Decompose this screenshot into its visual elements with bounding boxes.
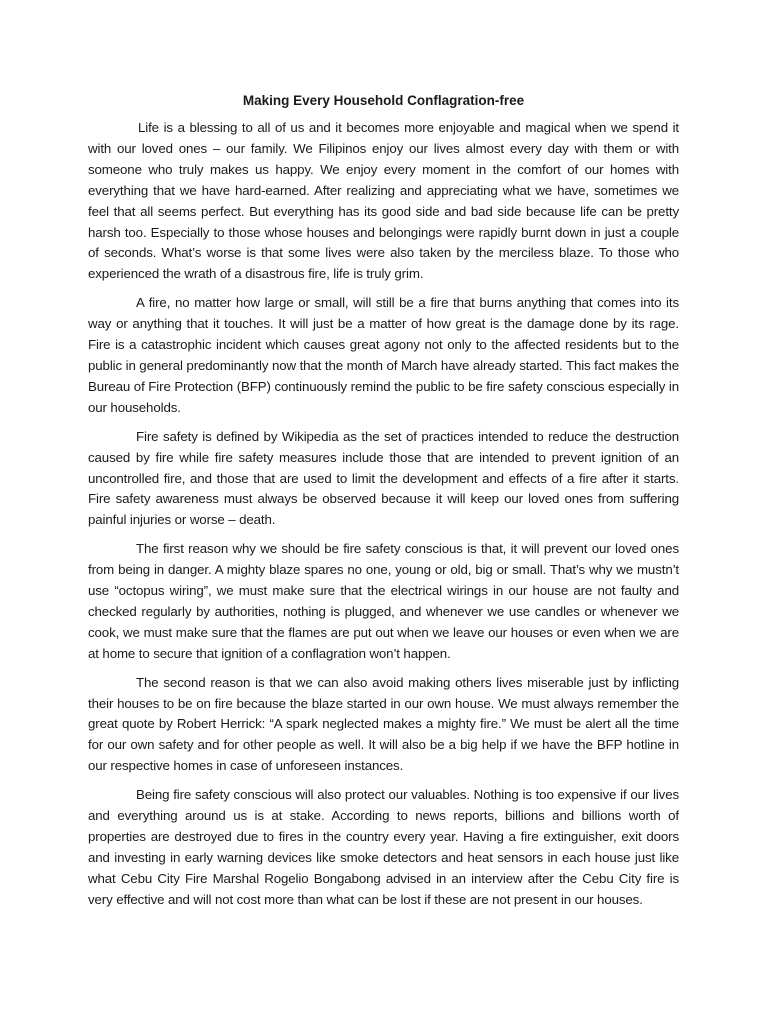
paragraph-protect-valuables: Being fire safety conscious will also protect our valuables. Nothing is too expensive if our lives and everything around us is at stake. According to news reports, billions and billions worth of properties are destroyed due to fires in the country every year. Having a fire extinguisher, exit doors and investing in early warning devices like smoke detectors and heat sensors in each house just like what Cebu City Fire Marshal Rogelio Bongabong advised in an interview after the Cebu City fire is very effective and will not cost more than what can be lost if these are not present in our houses.	[88, 787, 679, 907]
paragraph-fire-safety-definition: Fire safety is defined by Wikipedia as the set of practices intended to reduce the destruction caused by fire while fire safety measures include those that are intended to prevent ignition of an uncontrolled fire, and those that are used to limit the development and effects of a fire after it starts. Fire safety awareness must always be observed because it will keep our loved ones from suffering painful injuries or worse – death.	[88, 428, 679, 528]
paragraph-second-reason: The second reason is that we can also avoid making others lives miserable just by inflicting their houses to be on fire because the blaze started in our own house. We must always remember the great quote by Robert Herrick: “A spark neglected makes a mighty fire.” We must be alert all the time for our own safety and for other people as well. It will also be a big help if we have the BFP hotline in our respective homes in case of unforeseen instances.	[88, 674, 679, 774]
paragraph-first-reason: The first reason why we should be fire safety conscious is that, it will prevent our loved ones from being in danger. A mighty blaze spares no one, young or old, big or small. That’s why we mustn’t use “octopus wiring”, we must make sure that the electrical wirings in our house are not faulty and checked regularly by authorities, nothing is plugged, and whenever we use candles or whenever we cook, we must make sure that the flames are put out when we leave our houses or even when we are at home to secure that ignition of a conflagration won’t happen.	[88, 541, 679, 661]
paragraph-intro: Life is a blessing to all of us and it becomes more enjoyable and magical when we spend it with our loved ones – our family. We Filipinos enjoy our lives almost every day with them or with someone who truly makes us happy. We enjoy every moment in the comfort of our homes with everything that we have hard-earned. After realizing and appreciating what we have, sometimes we feel that all seems perfect. But everything has its good side and bad side because life can be pretty harsh too. Especially to those whose houses and belongings were rapidly burnt down in just a couple of seconds. What’s worse is that some lives were also taken by the merciless blaze. To those who experienced the wrath of a disastrous fire, life is truly grim.	[88, 120, 679, 282]
paragraph-fire-nature: A fire, no matter how large or small, will still be a fire that burns anything that comes into its way or anything that it touches. It will just be a matter of how great is the damage done by its rage. Fire is a catastrophic incident which causes great agony not only to the affected residents but to the public in general predominantly now that the month of March have already started. This fact makes the Bureau of Fire Protection (BFP) continuously remind the public to be fire safety conscious especially in our households.	[88, 295, 679, 415]
document-title: Making Every Household Conflagration-free	[242, 93, 525, 108]
document-page	[88, 92, 679, 919]
